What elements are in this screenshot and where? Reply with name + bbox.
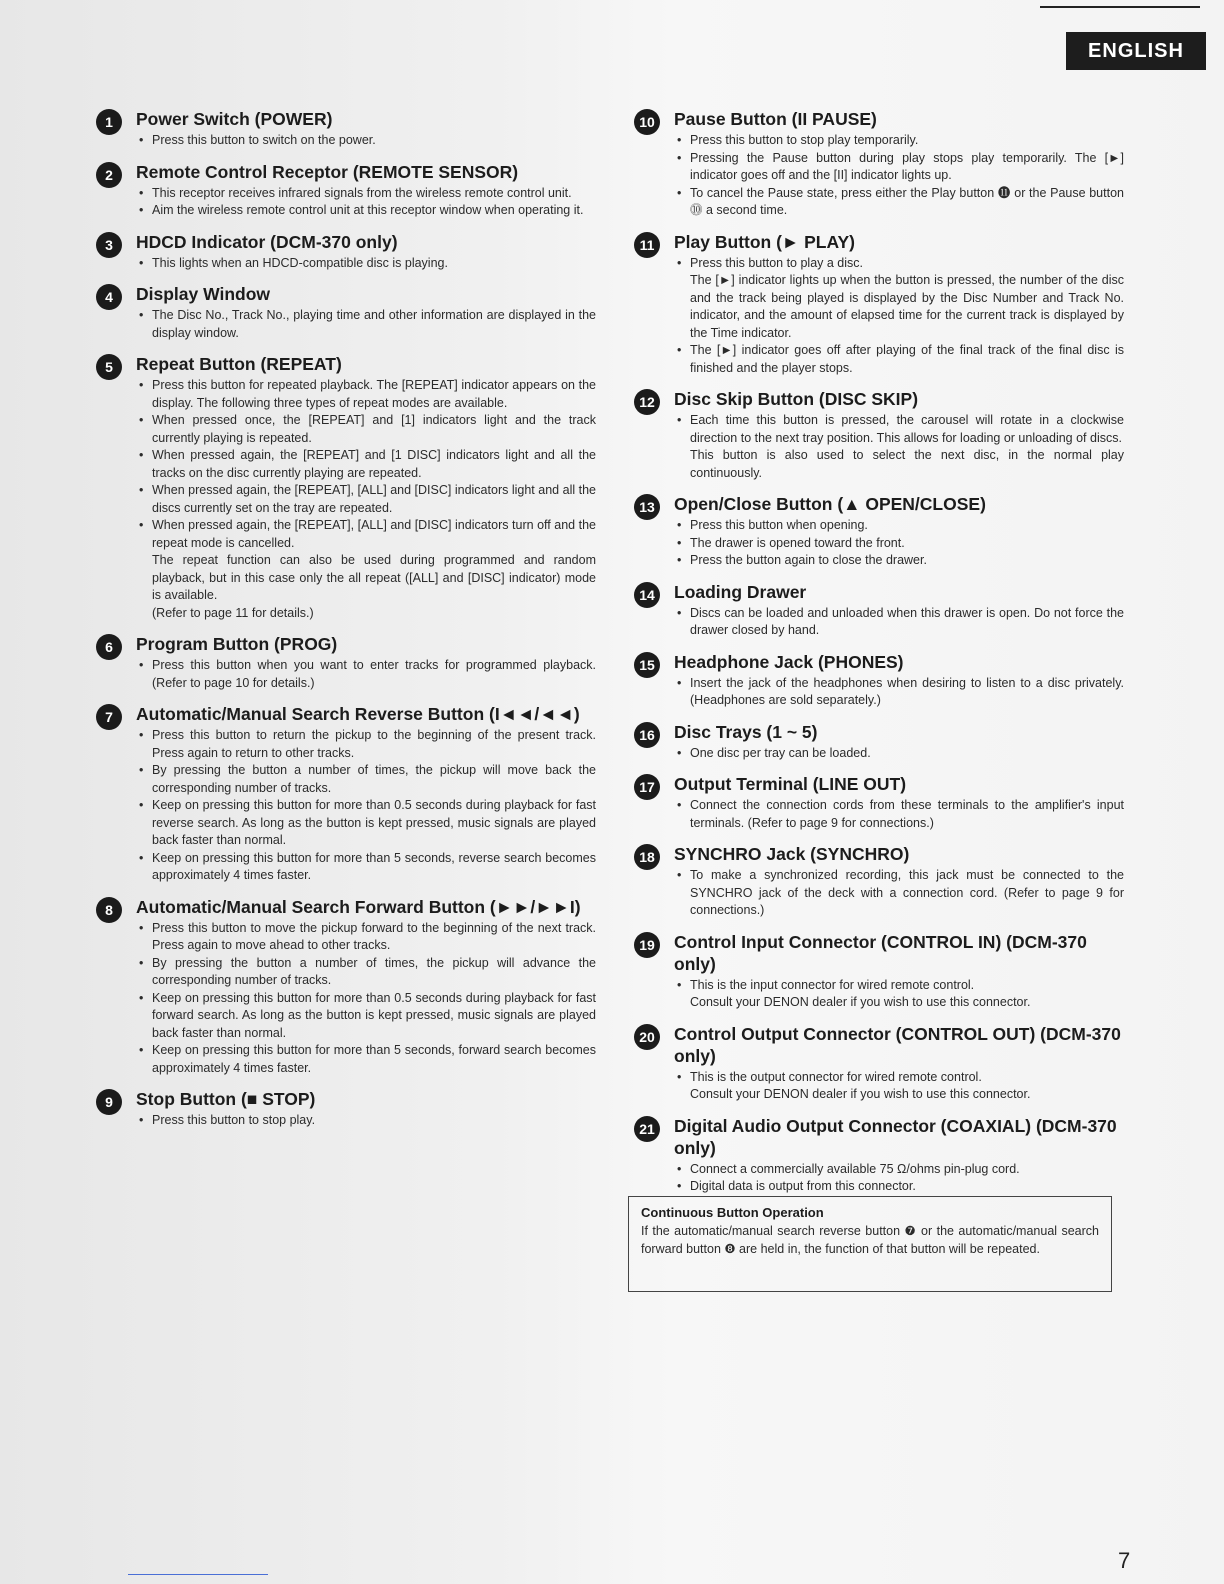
section-3 [96,231,596,273]
section-7 [96,703,596,885]
section-body [674,721,1124,763]
section-number-badge: 11 [634,232,660,258]
bullet-item: • Press this button to stop play. [136,1112,596,1130]
section-title: Display Window [136,284,271,304]
bullet-item: • Digital data is output from this connector. [674,1178,1124,1196]
section-number-badge: 19 [634,932,660,958]
section-10 [634,108,1124,220]
bullet-item: • Discs can be loaded and unloaded when this drawer is open. Do not force the drawer closed by hand. [674,605,1124,640]
section-title: SYNCHRO Jack (SYNCHRO) [674,844,910,864]
section-number-badge: 10 [634,109,660,135]
note-text: The [►] indicator lights up when the button is pressed, the number of the disc and the track being played is displayed by the Disc Number and Track No. indicator, and the amount of elapsed time for the current track is displayed by the Time indicator. [690,273,1124,340]
section-9 [96,1088,596,1130]
section-1 [96,108,596,150]
section-body [136,633,596,692]
bullet-item: • Insert the jack of the headphones when desiring to listen to a disc privately. (Headphones are sold separately.) [674,675,1124,710]
bullet-item: • Connect the connection cords from these terminals to the amplifier's input terminals. (Refer to page 9 for connections.) [674,797,1124,832]
section-number-badge: 5 [96,354,122,380]
section-2 [96,161,596,220]
language-tab: ENGLISH [1066,32,1206,70]
bullet-item: • The [►] indicator goes off after playing of the final track of the final disc is finished and the player stops. [674,342,1124,377]
section-number-badge: 6 [96,634,122,660]
bullet-item: • By pressing the button a number of times, the pickup will move back the corresponding number of tracks. [136,762,596,797]
section-number-badge: 15 [634,652,660,678]
section-16 [634,721,1124,763]
bullet-item: • The Disc No., Track No., playing time and other information are displayed in the display window. [136,307,596,342]
note-text: This button is also used to select the next disc, in the normal play continuously. [690,448,1124,480]
bullet-item: • Keep on pressing this button for more than 0.5 seconds during playback for fast reverse search. As long as the button is kept pressed, music signals are played back faster than normal. [136,797,596,850]
note-text: Consult your DENON dealer if you wish to use this connector. [690,995,1031,1009]
section-17 [634,773,1124,832]
section-number-badge: 21 [634,1116,660,1142]
section-12 [634,388,1124,482]
bullet-item: • When pressed again, the [REPEAT], [ALL] and [DISC] indicators turn off and the repeat mode is cancelled. [136,517,596,552]
section-title: Control Input Connector (CONTROL IN) (DCM-370 only) [674,931,1087,974]
section-21 [634,1115,1124,1196]
left-column [96,108,596,1141]
section-number-badge: 17 [634,774,660,800]
bullet-item: • Press this button to move the pickup forward to the beginning of the next track. Press again to move ahead to other tracks. [136,920,596,955]
section-title: Loading Drawer [674,581,807,602]
bullet-item: • This is the output connector for wired remote control. [674,1069,1124,1087]
bullet-item: • Press this button when opening. [674,517,1124,535]
bullet-item: • Each time this button is pressed, the carousel will rotate in a clockwise direction to the next tray position. This allows for loading or unloading of discs. [674,412,1124,447]
section-body [136,108,596,150]
section-body [674,843,1124,920]
section-4 [96,283,596,342]
section-number-badge: 20 [634,1024,660,1050]
bullet-item: • The drawer is opened toward the front. [674,535,1124,553]
section-title: Digital Audio Output Connector (COAXIAL) (DCM-370 only) [674,1115,1117,1158]
section-title: Automatic/Manual Search Reverse Button (I◄◄/◄◄) [136,704,580,724]
section-body [674,773,1124,832]
bullet-item: • When pressed once, the [REPEAT] and [1] indicators light and the track currently playing is repeated. [136,412,596,447]
section-number-badge: 16 [634,722,660,748]
section-number-badge: 9 [96,1089,122,1115]
bullet-item: • Press this button to stop play temporarily. [674,132,1124,150]
section-title: Control Output Connector (CONTROL OUT) (DCM-370 only) [674,1023,1121,1066]
section-number-badge: 1 [96,109,122,135]
section-8 [96,896,596,1078]
section-number-badge: 3 [96,232,122,258]
bullet-item: • Connect a commercially available 75 Ω/ohms pin-plug cord. [674,1161,1124,1179]
section-title: Play Button (► PLAY) [674,231,855,252]
bullet-item: • One disc per tray can be loaded. [674,745,1124,763]
section-title: Disc Skip Button (DISC SKIP) [674,389,919,409]
section-title: Repeat Button (REPEAT) [136,354,342,374]
section-body [674,1023,1124,1104]
section-number-badge: 13 [634,494,660,520]
bullet-item: • To make a synchronized recording, this jack must be connected to the SYNCHRO jack of the deck with a connection cord. (Refer to page 9 for connections.) [674,867,1124,920]
section-20 [634,1023,1124,1104]
note-text: The repeat function can also be used during programmed and random playback, but in this case only the all repeat ([ALL] and [DISC] indicator) mode is available. [152,553,596,602]
section-body [136,703,596,885]
bullet-item: • This receptor receives infrared signals from the wireless remote control unit. [136,185,596,203]
section-body [136,1088,596,1130]
section-title: Automatic/Manual Search Forward Button (►►/►►I) [136,896,581,917]
section-body [136,283,596,342]
section-title: Stop Button (■ STOP) [136,1089,316,1109]
right-column [634,108,1124,1207]
bullet-item: • Press this button to return the pickup to the beginning of the present track. Press again to return to other tracks. [136,727,596,762]
section-body [136,353,596,622]
bullet-item: • This lights when an HDCD-compatible disc is playing. [136,255,596,273]
note-text: Consult your DENON dealer if you wish to use this connector. [690,1087,1031,1101]
bullet-item: • Press this button for repeated playback. The [REPEAT] indicator appears on the display. The following three types of repeat modes are available. [136,377,596,412]
bullet-item: • Keep on pressing this button for more than 0.5 seconds during playback for fast forward search. As long as the button is kept pressed, music signals are played back faster than normal. [136,990,596,1043]
bullet-item: • When pressed again, the [REPEAT], [ALL] and [DISC] indicators light and all the discs currently set on the tray are repeated. [136,482,596,517]
bullet-item: • This is the input connector for wired remote control. [674,977,1124,995]
section-title: Disc Trays (1 ~ 5) [674,721,818,742]
section-body [136,231,596,273]
bullet-item: • Press this button to play a disc. [674,255,1124,273]
section-18 [634,843,1124,920]
bullet-item: • Keep on pressing this button for more than 5 seconds, forward search becomes approximately 4 times faster. [136,1042,596,1077]
bullet-item: • Pressing the Pause button during play stops play temporarily. The [►] indicator goes off and the [II] indicator lights up. [674,150,1124,185]
note-text: (Refer to page 11 for details.) [152,605,314,620]
section-body [674,108,1124,220]
section-title: HDCD Indicator (DCM-370 only) [136,231,398,252]
section-body [136,161,596,220]
section-body [674,493,1124,570]
continuous-operation-box [628,1196,1112,1292]
bullet-item: • Aim the wireless remote control unit at this receptor window when operating it. [136,202,596,220]
section-title: Remote Control Receptor (REMOTE SENSOR) [136,161,519,182]
section-15 [634,651,1124,710]
section-6 [96,633,596,692]
box-title: Continuous Button Operation [641,1205,824,1220]
section-13 [634,493,1124,570]
section-number-badge: 18 [634,844,660,870]
section-body [674,581,1124,640]
section-title: Headphone Jack (PHONES) [674,651,904,672]
section-5 [96,353,596,622]
section-19 [634,931,1124,1012]
bullet-item: • Press this button when you want to enter tracks for programmed playback. (Refer to page 10 for details.) [136,657,596,692]
section-number-badge: 12 [634,389,660,415]
page-number: 7 [1118,1548,1131,1573]
section-11 [634,231,1124,378]
section-number-badge: 2 [96,162,122,188]
bullet-item: • Press this button to switch on the power. [136,132,596,150]
section-body [136,896,596,1078]
bullet-item: • Press the button again to close the drawer. [674,552,1124,570]
section-body [674,651,1124,710]
section-body [674,931,1124,1012]
section-number-badge: 8 [96,897,122,923]
section-number-badge: 4 [96,284,122,310]
top-rule [1040,6,1200,8]
bullet-item: • To cancel the Pause state, press either the Play button ⓫ or the Pause button ⓾ a second time. [674,185,1124,220]
box-text: If the automatic/manual search reverse button ❼ or the automatic/manual search forward button ❽ are held in, the function of that button will be repeated. [641,1224,1099,1256]
bullet-item: • By pressing the button a number of times, the pickup will advance the corresponding number of tracks. [136,955,596,990]
bullet-item: • Keep on pressing this button for more than 5 seconds, reverse search becomes approximately 4 times faster. [136,850,596,885]
section-title: Output Terminal (LINE OUT) [674,774,907,794]
bottom-rule [128,1574,268,1575]
section-title: Program Button (PROG) [136,634,338,654]
section-number-badge: 14 [634,582,660,608]
section-body [674,1115,1124,1196]
section-title: Power Switch (POWER) [136,109,333,129]
section-title: Open/Close Button (▲ OPEN/CLOSE) [674,494,986,514]
section-body [674,231,1124,378]
section-number-badge: 7 [96,704,122,730]
bullet-item: • When pressed again, the [REPEAT] and [1 DISC] indicators light and all the tracks on the disc currently playing are repeated. [136,447,596,482]
section-title: Pause Button (II PAUSE) [674,109,877,129]
section-body [674,388,1124,482]
section-14 [634,581,1124,640]
